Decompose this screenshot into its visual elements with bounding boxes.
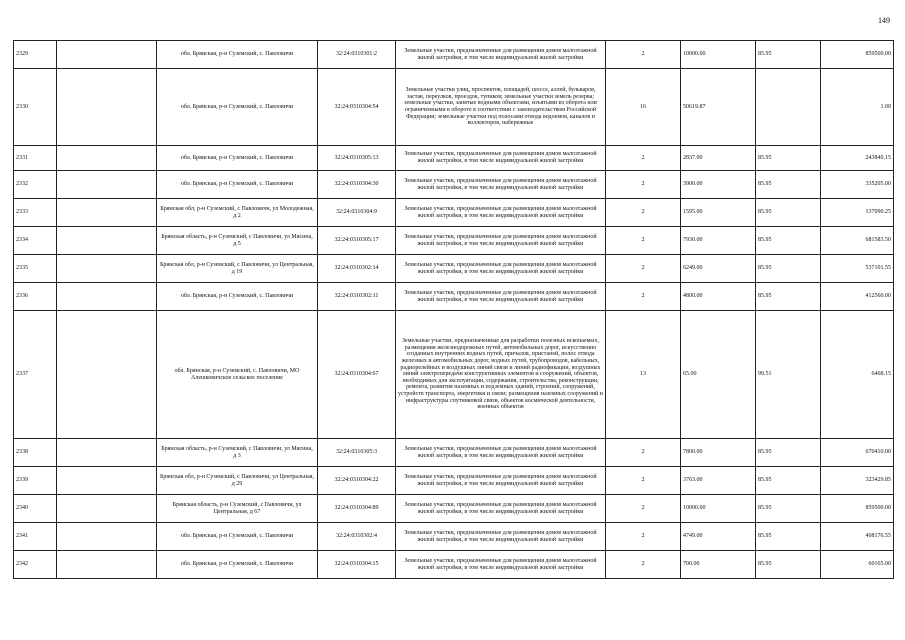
- rate-cell: 85.95: [756, 41, 821, 69]
- row-number: 2342: [14, 551, 57, 579]
- address-cell: обл. Брянская, р-н Суземский, с. Павловичи: [157, 69, 318, 146]
- row-number: 2341: [14, 523, 57, 551]
- address-cell: обл. Брянская, р-н Суземский, с. Павловичи: [157, 171, 318, 199]
- table-row: [14, 146, 894, 171]
- cadastral-number-cell: 32:24:0310305:17: [318, 227, 396, 255]
- rate-cell: 85.95: [756, 523, 821, 551]
- spacer-cell: [57, 311, 157, 439]
- row-number: 2337: [14, 311, 57, 439]
- area-cell: 7800.00: [681, 439, 756, 467]
- cadastral-value-cell: 412560.00: [821, 283, 894, 311]
- land-use-description-cell: Земельные участки, предназначенные для размещения домов малоэтажной жилой застройки, в том числе индивидуальной жилой застройки: [396, 255, 606, 283]
- table-body: [14, 41, 894, 579]
- address-cell: обл. Брянская, р-н Суземский, с. Павловичи: [157, 146, 318, 171]
- row-number: 2340: [14, 495, 57, 523]
- spacer-cell: [57, 283, 157, 311]
- address-cell: обл. Брянская, р-н Суземский, с. Павловичи, МО Алешковичское сельское поселение: [157, 311, 318, 439]
- cadastral-number-cell: 32:24:0310301:2: [318, 41, 396, 69]
- area-cell: 700.00: [681, 551, 756, 579]
- spacer-cell: [57, 467, 157, 495]
- category-cell: 2: [606, 283, 681, 311]
- area-cell: 10000.00: [681, 41, 756, 69]
- cadastral-number-cell: 32:24:0310305:13: [318, 146, 396, 171]
- cadastral-value-cell: 859500.00: [821, 41, 894, 69]
- table-row: [14, 523, 894, 551]
- land-use-description-cell: Земельные участки, предназначенные для размещения домов малоэтажной жилой застройки, в том числе индивидуальной жилой застройки: [396, 146, 606, 171]
- cadastral-number-cell: 32:24:0310304:15: [318, 551, 396, 579]
- area-cell: 4800.00: [681, 283, 756, 311]
- cadastral-value-cell: 60165.00: [821, 551, 894, 579]
- table-row: [14, 199, 894, 227]
- category-cell: 2: [606, 41, 681, 69]
- table-row: [14, 255, 894, 283]
- area-cell: 2837.00: [681, 146, 756, 171]
- spacer-cell: [57, 199, 157, 227]
- land-use-description-cell: Земельные участки улиц, проспектов, площадей, шоссе, аллей, бульваров, застав, переулков, проездов, тупиков; земельные участки земель резерва; земельные участки, занятые водными объектами, изъятыми из оборота или ограниченными в обороте в соответствии с законодательством Российской Федерации; земельные участки под полосами отвода водоемов, каналов и коллекторов, набережные: [396, 69, 606, 146]
- cadastral-number-cell: 32:24:0310304:54: [318, 69, 396, 146]
- table-row: [14, 227, 894, 255]
- area-cell: 10000.00: [681, 495, 756, 523]
- spacer-cell: [57, 69, 157, 146]
- land-use-description-cell: Земельные участки, предназначенные для размещения домов малоэтажной жилой застройки, в том числе индивидуальной жилой застройки: [396, 439, 606, 467]
- cadastral-number-cell: 32:24:0310304:9: [318, 199, 396, 227]
- cadastral-number-cell: 32:24:0310304:89: [318, 495, 396, 523]
- table-row: [14, 495, 894, 523]
- category-cell: 2: [606, 495, 681, 523]
- land-use-description-cell: Земельные участки, предназначенные для размещения домов малоэтажной жилой застройки, в том числе индивидуальной жилой застройки: [396, 171, 606, 199]
- cadastral-value-cell: 323429.85: [821, 467, 894, 495]
- rate-cell: 85.95: [756, 551, 821, 579]
- category-cell: 13: [606, 311, 681, 439]
- rate-cell: 85.95: [756, 467, 821, 495]
- cadastral-value-cell: 243840.15: [821, 146, 894, 171]
- row-number: 2336: [14, 283, 57, 311]
- rate-cell: 85.95: [756, 146, 821, 171]
- row-number: 2338: [14, 439, 57, 467]
- land-use-description-cell: Земельные участки, предназначенные для размещения домов малоэтажной жилой застройки, в том числе индивидуальной жилой застройки: [396, 495, 606, 523]
- cadastral-value-cell: 6468.15: [821, 311, 894, 439]
- spacer-cell: [57, 171, 157, 199]
- address-cell: Брянская обл, р-н Суземский, с Павловичи, ул Молодежная, д 2: [157, 199, 318, 227]
- cadastral-number-cell: 32:24:0310302:4: [318, 523, 396, 551]
- cadastral-value-cell: 1.00: [821, 69, 894, 146]
- spacer-cell: [57, 255, 157, 283]
- row-number: 2329: [14, 41, 57, 69]
- area-cell: 1595.00: [681, 199, 756, 227]
- spacer-cell: [57, 523, 157, 551]
- cadastral-value-cell: 681583.50: [821, 227, 894, 255]
- area-cell: 50619.87: [681, 69, 756, 146]
- address-cell: обл. Брянская, р-н Суземский, с. Павловичи: [157, 523, 318, 551]
- area-cell: 3763.00: [681, 467, 756, 495]
- land-use-description-cell: Земельные участки, предназначенные для размещения домов малоэтажной жилой застройки, в том числе индивидуальной жилой застройки: [396, 467, 606, 495]
- cadastral-number-cell: 32:24:0310304:22: [318, 467, 396, 495]
- address-cell: обл. Брянская, р-н Суземский, с. Павловичи: [157, 551, 318, 579]
- address-cell: обл. Брянская, р-н Суземский, с. Павловичи: [157, 41, 318, 69]
- address-cell: Брянская область, р-н Суземский, с Павловичи, ул Мясина, д 5: [157, 227, 318, 255]
- spacer-cell: [57, 146, 157, 171]
- category-cell: 2: [606, 146, 681, 171]
- land-use-description-cell: Земельные участки, предназначенные для размещения домов малоэтажной жилой застройки, в том числе индивидуальной жилой застройки: [396, 41, 606, 69]
- table-row: [14, 551, 894, 579]
- table-row: [14, 171, 894, 199]
- row-number: 2333: [14, 199, 57, 227]
- cadastral-number-cell: 32:24:0310304:30: [318, 171, 396, 199]
- area-cell: 65.00: [681, 311, 756, 439]
- spacer-cell: [57, 41, 157, 69]
- rate-cell: 85.95: [756, 283, 821, 311]
- spacer-cell: [57, 495, 157, 523]
- row-number: 2334: [14, 227, 57, 255]
- row-number: 2339: [14, 467, 57, 495]
- category-cell: 2: [606, 227, 681, 255]
- spacer-cell: [57, 439, 157, 467]
- rate-cell: 85.95: [756, 495, 821, 523]
- rate-cell: [756, 69, 821, 146]
- table-row: [14, 311, 894, 439]
- category-cell: 2: [606, 199, 681, 227]
- cadastral-value-cell: 335205.00: [821, 171, 894, 199]
- address-cell: Брянская обл, р-н Суземский, с Павловичи, ул Центральная, д 19: [157, 255, 318, 283]
- address-cell: Брянская область, р-н Суземский, с Павловичи, ул Центральная, д 67: [157, 495, 318, 523]
- cadastral-value-cell: 137090.25: [821, 199, 894, 227]
- row-number: 2330: [14, 69, 57, 146]
- cadastral-number-cell: 32:24:0310304:67: [318, 311, 396, 439]
- cadastral-number-cell: 32:24:0310302:11: [318, 283, 396, 311]
- rate-cell: 85.95: [756, 255, 821, 283]
- category-cell: 2: [606, 551, 681, 579]
- table-row: [14, 283, 894, 311]
- land-use-description-cell: Земельные участки, предназначенные для размещения домов малоэтажной жилой застройки, в том числе индивидуальной жилой застройки: [396, 199, 606, 227]
- cadastral-number-cell: 32:24:0310305:3: [318, 439, 396, 467]
- row-number: 2335: [14, 255, 57, 283]
- area-cell: 3900.00: [681, 171, 756, 199]
- area-cell: 4749.00: [681, 523, 756, 551]
- address-cell: обл. Брянская, р-н Суземский, с. Павловичи: [157, 283, 318, 311]
- row-number: 2331: [14, 146, 57, 171]
- page-number: 149: [878, 16, 890, 25]
- land-use-description-cell: Земельные участки, предназначенные для размещения домов малоэтажной жилой застройки, в том числе индивидуальной жилой застройки: [396, 551, 606, 579]
- spacer-cell: [57, 551, 157, 579]
- table-row: [14, 467, 894, 495]
- area-cell: 6249.00: [681, 255, 756, 283]
- land-use-description-cell: Земельные участки, предназначенные для размещения домов малоэтажной жилой застройки, в том числе индивидуальной жилой застройки: [396, 523, 606, 551]
- land-use-description-cell: Земельные участки, предназначенные для размещения домов малоэтажной жилой застройки, в том числе индивидуальной жилой застройки: [396, 227, 606, 255]
- category-cell: 2: [606, 439, 681, 467]
- category-cell: 2: [606, 171, 681, 199]
- cadastral-value-cell: 859500.00: [821, 495, 894, 523]
- category-cell: 16: [606, 69, 681, 146]
- cadastral-value-cell: 408176.55: [821, 523, 894, 551]
- land-use-description-cell: Земельные участки, предназначенные для размещения домов малоэтажной жилой застройки, в том числе индивидуальной жилой застройки: [396, 283, 606, 311]
- rate-cell: 85.95: [756, 227, 821, 255]
- spacer-cell: [57, 227, 157, 255]
- address-cell: Брянская обл, р-н Суземский, с Павловичи, ул Центральная, д 29: [157, 467, 318, 495]
- land-use-description-cell: Земельные участки, предназначенные для разработки полезных ископаемых, размещения железнодорожных путей, автомобильных дорог, искусственно созданных внутренних водных путей, причалов, пристаней, полос отвода железных и автомобильных дорог, водных путей, трубопроводов, кабельных, радиорелейных и воздушных линий связи и линий радиофикации, воздушных линий электропередачи конструктивных элементов и сооружений, объектов, необходимых для эксплуатации, содержания, строительства, реконструкции, ремонта, развития наземных и подземных зданий, строений, сооружений, устройств транспорта, энергетики и связи; размещения наземных сооружений и инфраструктуры спутниковой связи, объектов космической деятельности, военных объектов: [396, 311, 606, 439]
- rate-cell: 85.95: [756, 439, 821, 467]
- table-row: [14, 41, 894, 69]
- address-cell: Брянская область, р-н Суземский, с Павловичи, ул Мясина, д 3: [157, 439, 318, 467]
- rate-cell: 85.95: [756, 199, 821, 227]
- rate-cell: 99.51: [756, 311, 821, 439]
- cadastral-value-cell: 670410.00: [821, 439, 894, 467]
- table-row: [14, 439, 894, 467]
- category-cell: 2: [606, 467, 681, 495]
- table-row: [14, 69, 894, 146]
- category-cell: 2: [606, 255, 681, 283]
- rate-cell: 85.95: [756, 171, 821, 199]
- cadastral-value-cell: 537101.55: [821, 255, 894, 283]
- cadastral-number-cell: 32:24:0310302:14: [318, 255, 396, 283]
- row-number: 2332: [14, 171, 57, 199]
- category-cell: 2: [606, 523, 681, 551]
- area-cell: 7930.00: [681, 227, 756, 255]
- land-registry-table: [13, 40, 894, 579]
